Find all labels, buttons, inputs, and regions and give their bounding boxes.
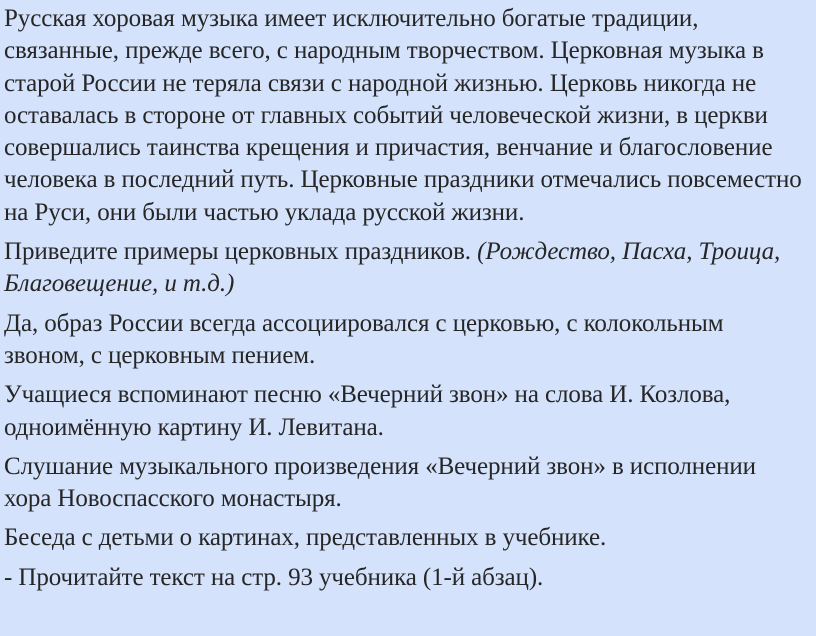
paragraph-intro-text: Русская хоровая музыка имеет исключительно богатые традиции, связанные, прежде всего, с народным творчеством. Церковная музыка в старой России не теряла связи с народной жизнью. Церковь никогда не оставалась в стороне от главных событий человеческой жизни, в церкви совершались таинства крещения и причастия, венчание и благословение человека в последний путь. Церковные праздники отмечались повсеместно на Руси, они были частью уклада русской жизни. (4, 5, 802, 226)
read-task-text: - Прочитайте текст на стр. 93 учебника (1-й абзац). (4, 563, 544, 591)
paragraph-song-recall (4, 379, 808, 444)
paragraph-conversation (4, 522, 808, 554)
song-recall-text: Учащиеся вспоминают песню «Вечерний звон» на слова И. Козлова, одноимённую картину И. Левитана. (4, 381, 731, 441)
paragraph-listening (4, 451, 808, 516)
russia-image-text: Да, образ России всегда ассоциировался с церковью, с колокольным звоном, с церковным пением. (4, 309, 724, 369)
paragraph-russia-image (4, 308, 808, 373)
paragraph-holidays-question (4, 236, 808, 301)
holidays-question-text: Приведите примеры церковных праздников. (4, 238, 478, 266)
paragraph-intro (4, 3, 808, 229)
conversation-text: Беседа с детьми о картинах, представленных в учебнике. (4, 524, 607, 552)
paragraph-read-task (4, 562, 808, 594)
listening-text: Слушание музыкального произведения «Вечерний звон» в исполнении хора Новоспасского монастыря. (4, 452, 756, 513)
holidays-examples-text: (Рождество, Пасха, Троица, Благовещение, и т.д.) (4, 238, 781, 298)
